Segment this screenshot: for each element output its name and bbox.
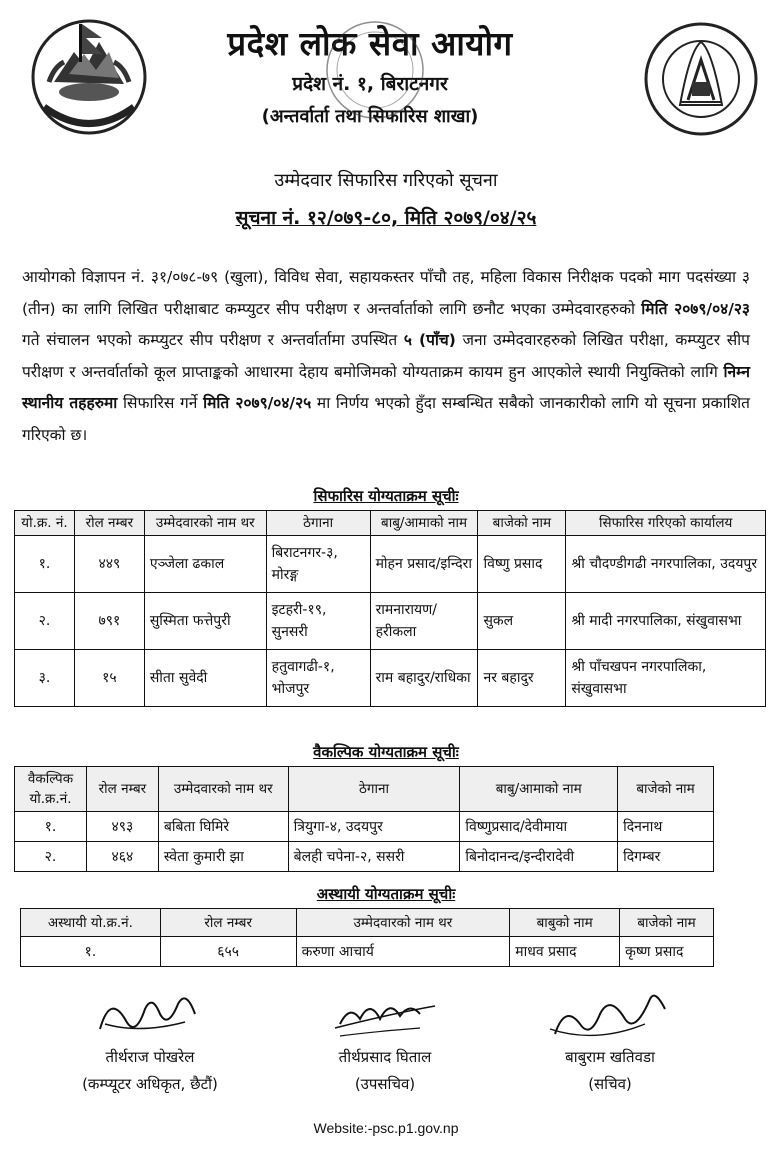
col-grandfather: बाजेको नाम	[478, 511, 566, 536]
table-row	[21, 937, 714, 967]
cell: त्रियुगा-४, उदयपुर	[288, 812, 460, 842]
cell: नर बहादुर	[478, 650, 566, 707]
col-name: उम्मेदवारको नाम थर	[158, 767, 288, 812]
signatory-name: तीर्थप्रसाद घिताल	[338, 1048, 432, 1066]
cell: विष्णुप्रसाद/देवीमाया	[460, 812, 618, 842]
col-parents: बाबु/आमाको नाम	[370, 511, 478, 536]
cell: राम बहादुर/राधिका	[370, 650, 478, 707]
col-roll: रोल नम्बर	[74, 511, 144, 536]
cell: बिराटनगर-३, मोरङ्ग	[266, 536, 370, 593]
col-parents: बाबु/आमाको नाम	[460, 767, 618, 812]
cell: श्री चौदण्डीगढी नगरपालिका, उदयपुर	[566, 536, 766, 593]
cell: बिनोदानन्द/इन्दीरादेवी	[460, 842, 618, 872]
cell: रामनारायण/हरीकला	[370, 593, 478, 650]
col-grandfather: बाजेको नाम	[620, 909, 714, 937]
cell: ६५५	[160, 937, 296, 967]
signatory-name: तीर्थराज पोखरेल	[105, 1048, 195, 1066]
table-header-row	[21, 909, 714, 937]
col-serial: यो.क्र. नं.	[15, 511, 75, 536]
col-roll: रोल नम्बर	[160, 909, 296, 937]
cell: दिननाथ	[618, 812, 714, 842]
cell: २.	[15, 842, 87, 872]
cell: करुणा आचार्य	[296, 937, 510, 967]
col-address: ठेगाना	[266, 511, 370, 536]
col-name: उम्मेदवारको नाम थर	[144, 511, 266, 536]
organization-subtitle: प्रदेश नं. १, बिराटनगर	[292, 73, 448, 95]
cell: २.	[15, 593, 75, 650]
cell: ७९१	[74, 593, 144, 650]
cell: सुकल	[478, 593, 566, 650]
cell: श्री पाँचखपन नगरपालिका, संखुवासभा	[566, 650, 766, 707]
signature-block-deputy-secretary	[285, 984, 485, 1098]
cell: दिगम्बर	[618, 842, 714, 872]
signature-block-secretary	[520, 984, 700, 1098]
cell: माधव प्रसाद	[510, 937, 620, 967]
cell: सुस्मिता फत्तेपुरी	[144, 593, 266, 650]
signatory-title: (सचिव)	[588, 1075, 632, 1093]
cell: १५	[74, 650, 144, 707]
handwritten-signature-icon	[90, 984, 210, 1044]
organization-title: प्रदेश लोक सेवा आयोग	[227, 24, 513, 63]
col-office: सिफारिस गरिएको कार्यालय	[566, 511, 766, 536]
table-row	[15, 842, 714, 872]
cell: ४९३	[86, 812, 158, 842]
cell: एञ्जेला ढकाल	[144, 536, 266, 593]
col-name: उम्मेदवारको नाम थर	[296, 909, 510, 937]
cell: ४४९	[74, 536, 144, 593]
commission-seal-icon	[640, 20, 762, 138]
table-row	[15, 650, 766, 707]
cell: ३.	[15, 650, 75, 707]
cell: बबिता घिमिरे	[158, 812, 288, 842]
temporary-table	[20, 908, 714, 967]
temporary-list-title: अस्थायी योग्यताक्रम सूचीः	[316, 885, 456, 903]
col-address: ठेगाना	[288, 767, 460, 812]
signature-block-computer-officer	[40, 984, 260, 1098]
nepal-emblem-icon	[24, 12, 154, 137]
handwritten-signature-icon	[535, 984, 685, 1044]
cell: इटहरी-१९, सुनसरी	[266, 593, 370, 650]
notice-body: आयोगको विज्ञापन नं. ३१/०७८-७९ (खुला), विविध सेवा, सहायकस्तर पाँचौ तह, महिला विकास निरीक्षक पदको माग पदसंख्या ३ (तीन) का लागि लिखित परीक्षाबाट कम्प्युटर सीप परीक्षण र अन्तर्वार्ताको लागि छनौट भएका उम्मेदवारहरुको मिति २०७९/०४/२३ गते संचालन भएको कम्प्युटर सीप परीक्षण र अन्तर्वार्तामा उपस्थित ५ (पाँच) जना उम्मेदवारहरुको लिखित परीक्षा, कम्प्युटर सीप परीक्षण र अन्तर्वार्ताको कूल प्राप्ताङ्कको आधारमा देहाय बमोजिमको योग्यताक्रम कायम हुन आएकोले स्थायी नियुक्तिको लागि निम्न स्थानीय तहहरुमा सिफारिस गर्ने मिति २०७९/०४/२५ मा निर्णय भएको हुँदा सम्बन्धित सबैको जानकारीको लागि यो सूचना प्रकाशित गरिएको छ।	[22, 268, 750, 444]
cell: सीता सुवेदी	[144, 650, 266, 707]
cell: बेलही चपेना-२, ससरी	[288, 842, 460, 872]
recommended-list-title: सिफारिस योग्यताक्रम सूचीः	[313, 487, 459, 505]
notice-title: उम्मेदवार सिफारिस गरिएको सूचना	[274, 170, 498, 191]
alternate-table	[14, 766, 714, 872]
cell: मोहन प्रसाद/इन्दिरा	[370, 536, 478, 593]
table-row	[15, 812, 714, 842]
signatory-title: (उपसचिव)	[354, 1075, 416, 1093]
signatory-title: (कम्प्यूटर अधिकृत, छैटौं)	[82, 1075, 218, 1093]
handwritten-signature-icon	[300, 984, 470, 1044]
col-roll: रोल नम्बर	[86, 767, 158, 812]
cell: ४६४	[86, 842, 158, 872]
cell: १.	[15, 812, 87, 842]
website-footer: Website:-psc.p1.gov.np	[313, 1120, 459, 1136]
table-row	[15, 593, 766, 650]
cell: हतुवागढी-१, भोजपुर	[266, 650, 370, 707]
cell: १.	[21, 937, 161, 967]
col-temp-serial: अस्थायी यो.क्र.नं.	[21, 909, 161, 937]
cell: स्वेता कुमारी झा	[158, 842, 288, 872]
office-stamp-icon	[320, 10, 430, 130]
col-grandfather: बाजेको नाम	[618, 767, 714, 812]
col-alt-serial: वैकल्पिक यो.क्र.नं.	[15, 767, 87, 812]
table-row	[15, 536, 766, 593]
notice-reference: सूचना नं. १२/०७९-८०, मिति २०७९/०४/२५	[235, 207, 537, 229]
cell: कृष्ण प्रसाद	[620, 937, 714, 967]
cell: श्री मादी नगरपालिका, संखुवासभा	[566, 593, 766, 650]
table-header-row	[15, 767, 714, 812]
alternate-list-title: वैकल्पिक योग्यताक्रम सूचीः	[313, 743, 459, 761]
table-header-row	[15, 511, 766, 536]
recommended-table	[14, 510, 766, 707]
col-father: बाबुको नाम	[510, 909, 620, 937]
signatory-name: बाबुराम खतिवडा	[565, 1048, 655, 1066]
organization-branch: (अन्तर्वार्ता तथा सिफारिस शाखा)	[261, 106, 479, 127]
cell: विष्णु प्रसाद	[478, 536, 566, 593]
cell: १.	[15, 536, 75, 593]
